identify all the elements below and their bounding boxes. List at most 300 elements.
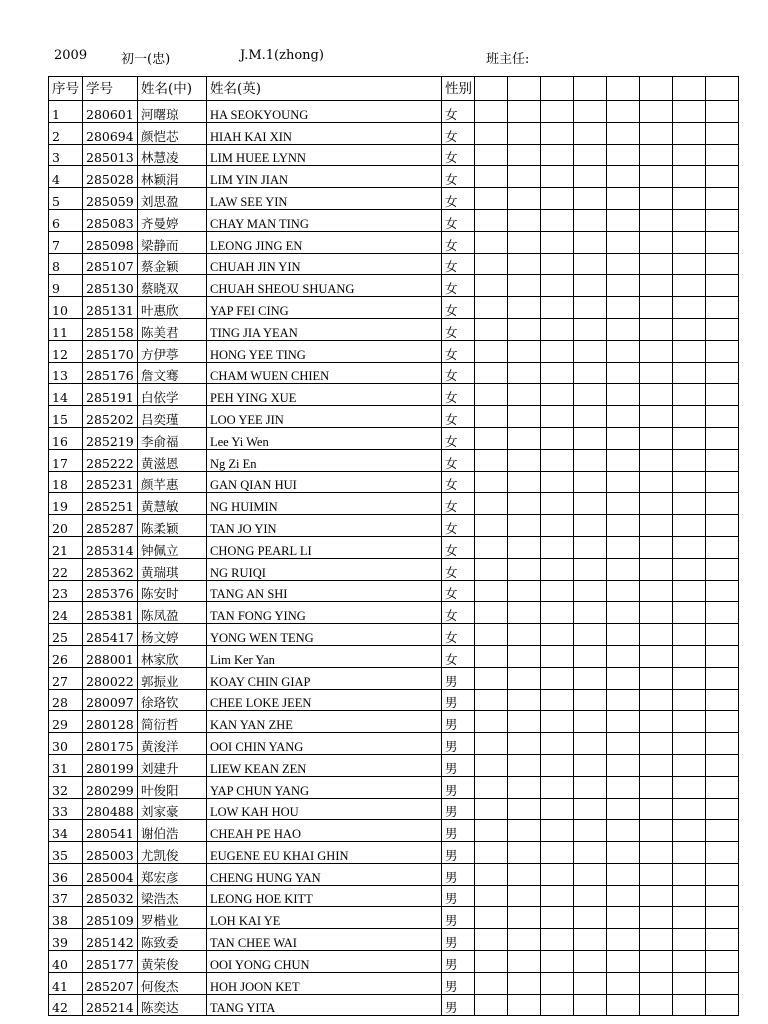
blank-cell [508, 362, 541, 384]
blank-cell [673, 711, 706, 733]
blank-cell [706, 253, 739, 275]
blank-cell [706, 231, 739, 253]
blank-cell [574, 471, 607, 493]
cell-row-number: 3 [49, 144, 83, 166]
blank-cell [508, 471, 541, 493]
blank-cell [574, 275, 607, 297]
blank-cell [475, 297, 508, 319]
cell-gender: 女 [442, 297, 475, 319]
student-roster-table [48, 76, 739, 1016]
cell-gender: 女 [442, 558, 475, 580]
cell-english-name: LEONG JING EN [207, 231, 442, 253]
table-row [49, 602, 739, 624]
cell-english-name: PEH YING XUE [207, 384, 442, 406]
blank-cell [574, 253, 607, 275]
cell-row-number: 29 [49, 711, 83, 733]
blank-cell [706, 122, 739, 144]
blank-cell [640, 297, 673, 319]
cell-student-id: 285004 [83, 863, 138, 885]
cell-student-id: 285287 [83, 515, 138, 537]
cell-english-name: EUGENE EU KHAI GHIN [207, 842, 442, 864]
blank-cell [574, 166, 607, 188]
blank-cell [541, 471, 574, 493]
blank-cell [673, 406, 706, 428]
cell-chinese-name: 罗楷业 [138, 907, 207, 929]
blank-cell [541, 297, 574, 319]
cell-row-number: 11 [49, 318, 83, 340]
blank-cell [640, 580, 673, 602]
table-row [49, 754, 739, 776]
cell-chinese-name: 陈奕达 [138, 994, 207, 1016]
blank-cell [508, 645, 541, 667]
table-row [49, 863, 739, 885]
blank-cell [607, 907, 640, 929]
blank-cell [541, 798, 574, 820]
cell-english-name: CHUAH JIN YIN [207, 253, 442, 275]
blank-cell [640, 907, 673, 929]
document-header [0, 48, 768, 68]
cell-english-name: HIAH KAI XIN [207, 122, 442, 144]
blank-cell [541, 144, 574, 166]
cell-row-number: 30 [49, 733, 83, 755]
blank-cell [541, 406, 574, 428]
blank-column-header [640, 77, 673, 101]
table-row [49, 580, 739, 602]
blank-column-header [541, 77, 574, 101]
blank-cell [541, 907, 574, 929]
blank-cell [508, 384, 541, 406]
blank-cell [475, 493, 508, 515]
cell-row-number: 27 [49, 667, 83, 689]
cell-row-number: 22 [49, 558, 83, 580]
blank-cell [673, 951, 706, 973]
blank-cell [706, 951, 739, 973]
blank-cell [640, 558, 673, 580]
blank-cell [541, 929, 574, 951]
cell-gender: 女 [442, 101, 475, 123]
blank-cell [508, 231, 541, 253]
blank-cell [607, 536, 640, 558]
cell-english-name: LOH KAI YE [207, 907, 442, 929]
blank-cell [475, 972, 508, 994]
cell-english-name: LOW KAH HOU [207, 798, 442, 820]
cell-gender: 女 [442, 406, 475, 428]
blank-cell [673, 820, 706, 842]
column-header-no: 序号 [49, 77, 83, 101]
cell-row-number: 36 [49, 863, 83, 885]
table-row [49, 885, 739, 907]
blank-cell [706, 449, 739, 471]
blank-cell [607, 231, 640, 253]
cell-chinese-name: 颜芊惠 [138, 471, 207, 493]
blank-cell [640, 340, 673, 362]
blank-cell [607, 406, 640, 428]
blank-cell [673, 471, 706, 493]
blank-cell [706, 907, 739, 929]
blank-cell [475, 929, 508, 951]
blank-cell [541, 318, 574, 340]
table-row [49, 188, 739, 210]
blank-cell [541, 536, 574, 558]
blank-cell [607, 754, 640, 776]
class-code-label: J.M.1(zhong) [240, 48, 324, 63]
blank-cell [574, 863, 607, 885]
blank-cell [673, 144, 706, 166]
blank-cell [673, 536, 706, 558]
blank-cell [475, 122, 508, 144]
table-row [49, 689, 739, 711]
blank-cell [706, 972, 739, 994]
blank-cell [475, 188, 508, 210]
blank-cell [508, 188, 541, 210]
blank-cell [640, 863, 673, 885]
cell-english-name: CHEE LOKE JEEN [207, 689, 442, 711]
cell-gender: 女 [442, 144, 475, 166]
cell-row-number: 40 [49, 951, 83, 973]
blank-cell [508, 689, 541, 711]
cell-row-number: 9 [49, 275, 83, 297]
blank-cell [607, 384, 640, 406]
blank-cell [607, 297, 640, 319]
blank-cell [706, 471, 739, 493]
blank-cell [475, 580, 508, 602]
cell-gender: 男 [442, 820, 475, 842]
cell-gender: 女 [442, 188, 475, 210]
cell-student-id: 285109 [83, 907, 138, 929]
blank-cell [706, 820, 739, 842]
cell-row-number: 6 [49, 209, 83, 231]
cell-row-number: 35 [49, 842, 83, 864]
table-row [49, 951, 739, 973]
blank-cell [475, 885, 508, 907]
cell-student-id: 285222 [83, 449, 138, 471]
blank-cell [475, 667, 508, 689]
blank-cell [607, 951, 640, 973]
cell-gender: 男 [442, 863, 475, 885]
cell-gender: 女 [442, 427, 475, 449]
cell-student-id: 285177 [83, 951, 138, 973]
blank-cell [475, 362, 508, 384]
blank-cell [607, 318, 640, 340]
blank-cell [541, 667, 574, 689]
table-row [49, 558, 739, 580]
cell-gender: 男 [442, 798, 475, 820]
cell-chinese-name: 蔡晓双 [138, 275, 207, 297]
blank-cell [541, 580, 574, 602]
cell-student-id: 285013 [83, 144, 138, 166]
blank-cell [673, 994, 706, 1016]
table-row [49, 972, 739, 994]
blank-cell [574, 711, 607, 733]
blank-cell [640, 733, 673, 755]
cell-row-number: 37 [49, 885, 83, 907]
blank-cell [706, 297, 739, 319]
cell-gender: 男 [442, 754, 475, 776]
blank-cell [640, 406, 673, 428]
blank-cell [574, 842, 607, 864]
blank-cell [640, 275, 673, 297]
blank-column-header [508, 77, 541, 101]
table-row [49, 536, 739, 558]
blank-cell [508, 754, 541, 776]
blank-cell [475, 144, 508, 166]
cell-english-name: TANG YITA [207, 994, 442, 1016]
blank-cell [640, 449, 673, 471]
blank-cell [607, 667, 640, 689]
blank-cell [574, 994, 607, 1016]
cell-gender: 女 [442, 122, 475, 144]
table-row [49, 231, 739, 253]
cell-student-id: 285202 [83, 406, 138, 428]
blank-cell [541, 101, 574, 123]
cell-student-id: 285191 [83, 384, 138, 406]
blank-cell [508, 776, 541, 798]
blank-cell [574, 122, 607, 144]
blank-cell [640, 776, 673, 798]
blank-cell [574, 297, 607, 319]
cell-english-name: OOI CHIN YANG [207, 733, 442, 755]
blank-cell [475, 427, 508, 449]
blank-cell [673, 645, 706, 667]
blank-cell [508, 885, 541, 907]
blank-cell [706, 558, 739, 580]
blank-cell [673, 449, 706, 471]
blank-cell [475, 340, 508, 362]
blank-cell [673, 340, 706, 362]
cell-row-number: 39 [49, 929, 83, 951]
blank-cell [673, 863, 706, 885]
cell-row-number: 18 [49, 471, 83, 493]
cell-english-name: TAN CHEE WAI [207, 929, 442, 951]
cell-row-number: 7 [49, 231, 83, 253]
cell-english-name: KAN YAN ZHE [207, 711, 442, 733]
blank-cell [475, 842, 508, 864]
table-row [49, 624, 739, 646]
blank-cell [541, 166, 574, 188]
cell-chinese-name: 河曙琼 [138, 101, 207, 123]
blank-cell [508, 536, 541, 558]
blank-cell [475, 951, 508, 973]
blank-cell [574, 754, 607, 776]
blank-cell [673, 101, 706, 123]
blank-cell [607, 122, 640, 144]
blank-cell [706, 842, 739, 864]
blank-cell [706, 493, 739, 515]
cell-gender: 女 [442, 536, 475, 558]
cell-english-name: CHAY MAN TING [207, 209, 442, 231]
blank-cell [574, 188, 607, 210]
blank-cell [607, 449, 640, 471]
blank-cell [640, 798, 673, 820]
blank-cell [508, 624, 541, 646]
blank-cell [640, 471, 673, 493]
cell-english-name: GAN QIAN HUI [207, 471, 442, 493]
cell-gender: 女 [442, 384, 475, 406]
blank-cell [541, 122, 574, 144]
blank-cell [706, 667, 739, 689]
blank-cell [475, 863, 508, 885]
cell-chinese-name: 简衍哲 [138, 711, 207, 733]
cell-row-number: 24 [49, 602, 83, 624]
blank-cell [541, 951, 574, 973]
blank-cell [607, 209, 640, 231]
blank-cell [607, 929, 640, 951]
cell-english-name: LIEW KEAN ZEN [207, 754, 442, 776]
cell-gender: 女 [442, 362, 475, 384]
table-row [49, 406, 739, 428]
blank-cell [508, 863, 541, 885]
table-row [49, 166, 739, 188]
blank-cell [574, 602, 607, 624]
cell-chinese-name: 林慧凌 [138, 144, 207, 166]
blank-cell [475, 101, 508, 123]
blank-cell [607, 144, 640, 166]
blank-cell [607, 863, 640, 885]
cell-english-name: CHONG PEARL LI [207, 536, 442, 558]
blank-cell [475, 624, 508, 646]
grade-label: 初一(忠) [121, 52, 171, 67]
blank-cell [475, 820, 508, 842]
cell-row-number: 8 [49, 253, 83, 275]
cell-student-id: 280488 [83, 798, 138, 820]
blank-cell [574, 318, 607, 340]
cell-row-number: 21 [49, 536, 83, 558]
blank-cell [475, 406, 508, 428]
table-header-row [49, 77, 739, 101]
cell-chinese-name: 林家欣 [138, 645, 207, 667]
cell-english-name: NG RUIQI [207, 558, 442, 580]
cell-student-id: 285107 [83, 253, 138, 275]
cell-student-id: 285059 [83, 188, 138, 210]
cell-chinese-name: 叶俊阳 [138, 776, 207, 798]
blank-cell [541, 602, 574, 624]
blank-cell [607, 515, 640, 537]
blank-cell [640, 101, 673, 123]
cell-student-id: 280199 [83, 754, 138, 776]
cell-gender: 女 [442, 471, 475, 493]
blank-cell [673, 733, 706, 755]
cell-english-name: TANG AN SHI [207, 580, 442, 602]
cell-gender: 男 [442, 885, 475, 907]
table-row [49, 122, 739, 144]
cell-gender: 男 [442, 972, 475, 994]
blank-cell [541, 362, 574, 384]
cell-row-number: 33 [49, 798, 83, 820]
table-row [49, 275, 739, 297]
blank-cell [673, 427, 706, 449]
blank-cell [475, 384, 508, 406]
blank-cell [574, 624, 607, 646]
blank-cell [607, 493, 640, 515]
cell-chinese-name: 刘思盈 [138, 188, 207, 210]
cell-chinese-name: 詹文骞 [138, 362, 207, 384]
blank-cell [706, 406, 739, 428]
blank-cell [607, 972, 640, 994]
blank-cell [706, 994, 739, 1016]
blank-cell [607, 733, 640, 755]
cell-gender: 女 [442, 645, 475, 667]
cell-chinese-name: 刘家豪 [138, 798, 207, 820]
cell-english-name: LOO YEE JIN [207, 406, 442, 428]
cell-student-id: 285362 [83, 558, 138, 580]
blank-cell [541, 994, 574, 1016]
cell-english-name: Ng Zi En [207, 449, 442, 471]
blank-cell [673, 209, 706, 231]
cell-chinese-name: 徐珞钦 [138, 689, 207, 711]
cell-chinese-name: 黄荣俊 [138, 951, 207, 973]
cell-chinese-name: 陈美君 [138, 318, 207, 340]
blank-cell [475, 209, 508, 231]
blank-cell [706, 929, 739, 951]
blank-cell [607, 471, 640, 493]
cell-chinese-name: 陈致委 [138, 929, 207, 951]
cell-english-name: HA SEOKYOUNG [207, 101, 442, 123]
cell-row-number: 16 [49, 427, 83, 449]
cell-english-name: LIM YIN JIAN [207, 166, 442, 188]
blank-cell [706, 515, 739, 537]
blank-cell [640, 318, 673, 340]
cell-gender: 女 [442, 209, 475, 231]
cell-student-id: 285314 [83, 536, 138, 558]
cell-english-name: Lim Ker Yan [207, 645, 442, 667]
column-header-english-name: 姓名(英) [207, 77, 442, 101]
blank-cell [475, 471, 508, 493]
blank-cell [706, 275, 739, 297]
blank-cell [673, 318, 706, 340]
blank-cell [541, 645, 574, 667]
blank-cell [475, 275, 508, 297]
blank-cell [541, 275, 574, 297]
blank-cell [673, 776, 706, 798]
column-header-student-id: 学号 [83, 77, 138, 101]
cell-row-number: 19 [49, 493, 83, 515]
blank-cell [673, 842, 706, 864]
cell-english-name: LEONG HOE KITT [207, 885, 442, 907]
cell-row-number: 10 [49, 297, 83, 319]
cell-gender: 男 [442, 689, 475, 711]
blank-cell [706, 733, 739, 755]
blank-cell [508, 711, 541, 733]
blank-column-header [475, 77, 508, 101]
cell-student-id: 285231 [83, 471, 138, 493]
cell-gender: 女 [442, 515, 475, 537]
blank-cell [574, 776, 607, 798]
cell-english-name: HOH JOON KET [207, 972, 442, 994]
cell-row-number: 32 [49, 776, 83, 798]
cell-student-id: 285142 [83, 929, 138, 951]
cell-chinese-name: 颜恺芯 [138, 122, 207, 144]
blank-cell [574, 667, 607, 689]
blank-cell [508, 515, 541, 537]
blank-cell [673, 362, 706, 384]
blank-cell [541, 493, 574, 515]
cell-row-number: 13 [49, 362, 83, 384]
blank-cell [706, 776, 739, 798]
cell-row-number: 41 [49, 972, 83, 994]
blank-cell [640, 994, 673, 1016]
table-row [49, 318, 739, 340]
cell-student-id: 285028 [83, 166, 138, 188]
cell-chinese-name: 黄瑞琪 [138, 558, 207, 580]
blank-cell [607, 994, 640, 1016]
table-row [49, 493, 739, 515]
blank-cell [673, 297, 706, 319]
blank-cell [640, 929, 673, 951]
blank-cell [541, 515, 574, 537]
blank-cell [640, 820, 673, 842]
blank-cell [607, 580, 640, 602]
blank-cell [706, 536, 739, 558]
